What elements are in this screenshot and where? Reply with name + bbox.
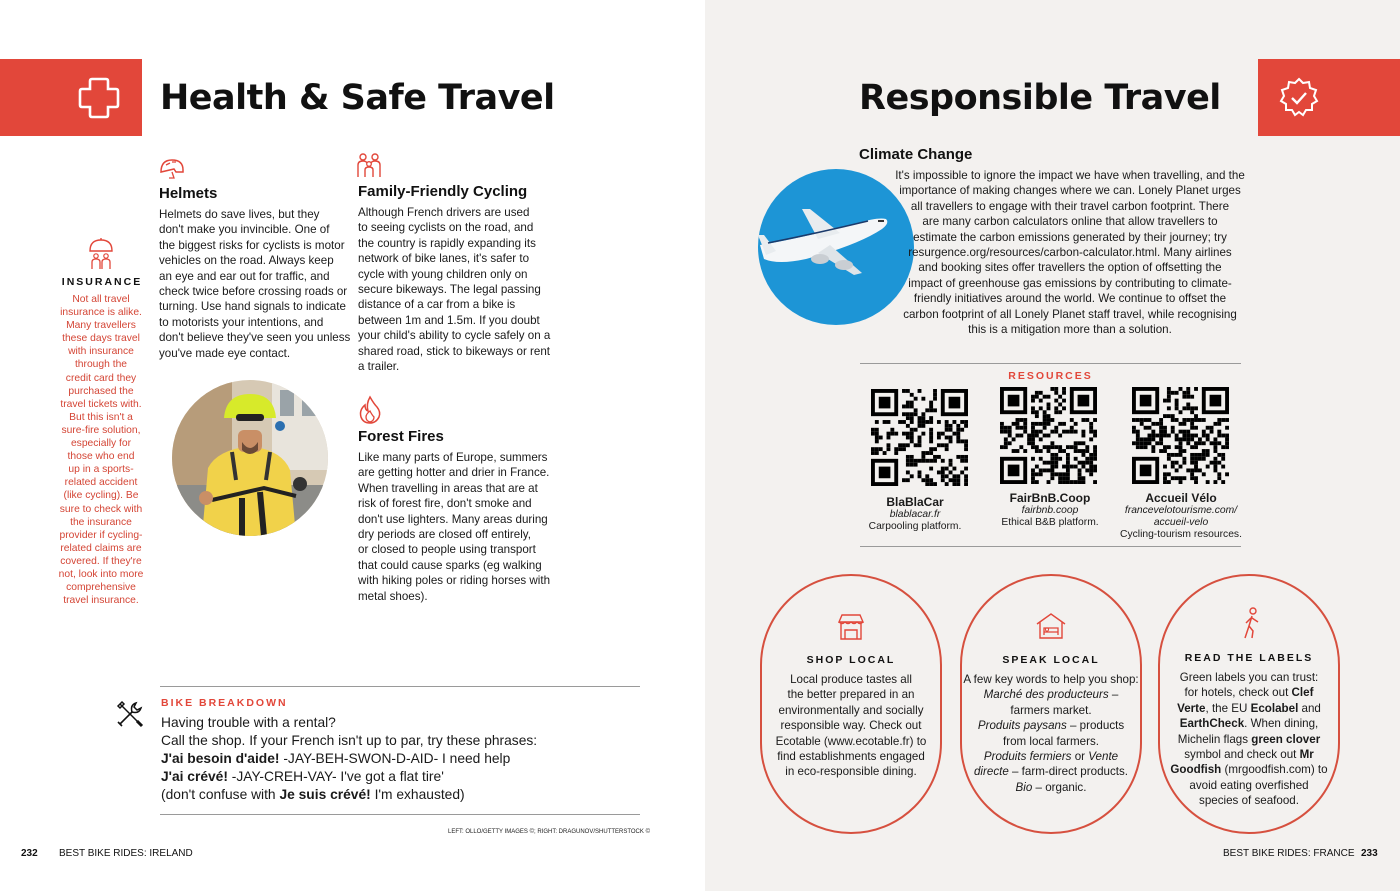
breakdown-phrase2 — [161, 768, 444, 786]
speak-term: Vente — [1088, 750, 1119, 764]
family-line: shared road, stick to bikeways or rent — [358, 344, 551, 358]
labels-text-part: . When dining, — [1244, 717, 1319, 731]
cyclist-photo — [172, 380, 328, 536]
breakdown-bottom-rule — [160, 814, 640, 815]
helmets-text — [159, 207, 349, 361]
read-labels-heading: READ THE LABELS — [1184, 652, 1314, 664]
insurance-line: not, look into more — [58, 568, 144, 580]
shop-line: Ecotable (www.ecotable.fr) to — [775, 734, 927, 748]
resource-description: Carpooling platform. — [868, 521, 962, 532]
insurance-line: sure to check with — [59, 503, 143, 515]
read-labels-panel — [1158, 574, 1340, 834]
speak-gloss: – products — [1066, 719, 1125, 733]
qr-code-image — [1132, 387, 1229, 484]
shop-line: Local produce tastes all — [790, 673, 912, 686]
speak-local-text — [958, 672, 1144, 795]
insurance-line: covered. If they're — [60, 555, 142, 567]
climate-heading: Climate Change — [859, 146, 973, 163]
resources-heading: RESOURCES — [1008, 370, 1093, 382]
resource-fairbnb — [980, 491, 1120, 529]
fires-line: with hiking poles or riding horses with — [358, 574, 551, 588]
speak-gloss: – organic. — [1032, 780, 1087, 794]
helmets-heading: Helmets — [159, 185, 218, 202]
phrase3-prefix: (don't confuse with — [161, 787, 280, 802]
page-number-left: 232 — [21, 848, 38, 859]
verified-badge-icon — [1277, 76, 1321, 120]
breakdown-heading: BIKE BREAKDOWN — [161, 697, 288, 709]
fires-line: risk of forest fire, don't smoke and — [358, 497, 532, 511]
climate-line: friendly initiatives around the world. We continue to offset the — [913, 292, 1227, 306]
helmets-line: you've made eye contact. — [159, 346, 291, 360]
phrase1-pronunciation: -JAY-BEH-SWON-D-AID- I need help — [279, 751, 511, 766]
speak-term: directe — [973, 765, 1009, 779]
fires-line: don't use lighters. Many areas during — [358, 512, 548, 526]
speak-gloss: or — [1071, 750, 1089, 764]
resources-bottom-rule — [860, 546, 1241, 547]
breakdown-phrase1 — [161, 750, 510, 768]
phrase2-french: J'ai crévé! — [161, 769, 228, 784]
labels-term: green clover — [1251, 732, 1321, 746]
insurance-text — [52, 293, 150, 607]
helmets-line: vehicles on the road. Always keep — [159, 254, 334, 268]
umbrella-family-icon — [87, 237, 115, 271]
climate-line: and booking sites offer travellers the option of offsetting the — [918, 261, 1222, 275]
helmet-icon — [158, 156, 186, 182]
walking-person-icon — [1239, 606, 1265, 640]
breakdown-line1: Having trouble with a rental? — [161, 715, 336, 730]
tools-icon — [115, 699, 145, 729]
insurance-line: provider if cycling- — [59, 529, 143, 541]
helmets-line: don't make you invincible. One of — [159, 223, 330, 237]
health-header-block — [0, 59, 142, 136]
labels-line: avoid eating overfished — [1189, 778, 1309, 792]
fires-line: are getting hotter and drier in France. — [358, 466, 550, 480]
insurance-line: purchased the — [68, 385, 134, 397]
family-line: the country is rapidly expanding its — [358, 236, 536, 250]
insurance-heading: INSURANCE — [61, 276, 143, 288]
climate-text — [885, 168, 1255, 337]
helmets-line: turning. Use hand signals to indicate — [159, 300, 346, 314]
insurance-line: those who end — [67, 451, 135, 463]
forest-fires-heading: Forest Fires — [358, 428, 444, 445]
speak-term: Marché des producteurs — [983, 688, 1109, 702]
climate-line: are many carbon calculators online that allow travellers to — [922, 215, 1218, 229]
resource-name: Accueil Vélo — [1145, 491, 1217, 505]
speak-line: A few key words to help you shop: — [963, 673, 1139, 686]
climate-line: all travellers to engage with their travel carbon footprint. There — [910, 199, 1230, 213]
speak-gloss: – farm-direct products. — [1008, 765, 1128, 779]
shop-local-panel — [760, 574, 942, 834]
fires-line: that could cause sparks (eg walking — [358, 558, 542, 572]
speak-line — [958, 718, 1144, 733]
labels-line — [1164, 716, 1334, 731]
climate-line: carbon footprint of all Lonely Planet staff travel, while recognising — [903, 307, 1237, 321]
shop-line: find establishments engaged — [777, 750, 925, 764]
page-number-right: 233 — [1361, 848, 1378, 859]
fires-line: dry periods are closed off entirely, — [358, 528, 531, 542]
resource-url[interactable]: blablacar.fr — [889, 509, 941, 520]
insurance-line: related claims are — [60, 542, 142, 554]
insurance-line: But this isn't a — [69, 411, 133, 423]
right-page — [705, 0, 1400, 891]
labels-text-part: Michelin flags — [1177, 732, 1252, 746]
page-title-responsible: Responsible Travel — [859, 78, 1221, 118]
insurance-line: comprehensive — [66, 582, 136, 594]
labels-text-part: and — [1298, 701, 1321, 715]
resources-rule — [860, 363, 1241, 364]
resource-blablacar — [845, 495, 985, 533]
family-line: secure bikeways. The legal passing — [358, 283, 541, 297]
insurance-line: these days travel — [62, 333, 140, 345]
labels-term: Verte — [1177, 701, 1206, 715]
shop-local-text — [768, 672, 934, 780]
speak-line — [958, 764, 1144, 779]
labels-line — [1164, 732, 1334, 747]
qr-code-image — [871, 389, 968, 486]
shop-line: environmentally and socially — [778, 703, 924, 717]
helmets-line: check twice before crossing roads or — [159, 285, 348, 299]
family-line: your child's ability to cycle safely on a — [358, 329, 551, 343]
insurance-line: travel tickets with. — [60, 398, 142, 410]
labels-term: Mr — [1299, 748, 1314, 762]
labels-text-part: for hotels, check out — [1184, 686, 1292, 700]
labels-term: Goodfish — [1170, 763, 1222, 777]
helmets-line: don't believe they've seen you unless — [159, 331, 351, 345]
phrase1-french: J'ai besoin d'aide! — [161, 751, 280, 766]
speak-gloss: – — [1108, 688, 1119, 702]
speak-term: Bio — [1015, 780, 1033, 794]
phrase3-french: Je suis crévé! — [279, 787, 371, 802]
family-text — [358, 205, 558, 374]
speak-line — [958, 687, 1144, 702]
responsible-header-block — [1258, 59, 1400, 136]
helmets-line: the biggest risks for cyclists is motor — [159, 238, 345, 252]
labels-text-part: symbol and check out — [1184, 748, 1300, 762]
footer-right: BEST BIKE RIDES: FRANCE — [1223, 848, 1355, 859]
labels-term: Clef — [1291, 686, 1314, 700]
labels-line — [1164, 747, 1334, 762]
insurance-line: Not all travel — [72, 294, 130, 305]
climate-line: importance of making changes where we can. Lonely Planet urges — [899, 184, 1241, 198]
family-line: network of bike lanes, it's safer to — [358, 252, 530, 266]
speak-line: farmers market. — [1010, 703, 1092, 717]
phrase3-suffix: I'm exhausted) — [370, 787, 465, 802]
insurance-line: Many travellers — [66, 320, 136, 332]
resource-url[interactable]: francevelotourisme.com/ accueil-velo — [1124, 505, 1238, 528]
family-heading: Family-Friendly Cycling — [358, 183, 528, 200]
labels-line: Green labels you can trust: — [1179, 671, 1319, 684]
breakdown-top-rule — [160, 686, 640, 687]
shop-local-heading: SHOP LOCAL — [806, 654, 896, 666]
speak-line — [958, 780, 1144, 795]
climate-line: impact of greenhouse gas emissions by contributing to climate- — [908, 276, 1232, 290]
photo-credit: LEFT: OLLO/GETTY IMAGES ©; RIGHT: DRAGUNOV/SHUTTERSTOCK © — [448, 829, 650, 835]
climate-line: It's impossible to ignore the impact we have when travelling, and the — [895, 169, 1245, 182]
insurance-line: sure-fire solution, — [61, 424, 141, 436]
speak-term: Produits fermiers — [983, 750, 1072, 764]
shop-line: in eco-responsible dining. — [785, 765, 917, 779]
forest-fires-text — [358, 450, 558, 604]
family-line: a trailer. — [358, 360, 400, 374]
labels-line — [1164, 701, 1334, 716]
labels-line: species of seafood. — [1199, 794, 1299, 808]
insurance-line: related accident — [64, 477, 138, 489]
labels-term: Ecolabel — [1250, 701, 1299, 715]
breakdown-phrase3 — [161, 786, 465, 804]
insurance-line: up in a sports- — [68, 464, 134, 476]
shop-line: the better prepared in an — [787, 688, 915, 702]
qr-code-blablacar[interactable] — [871, 389, 968, 491]
labels-line — [1164, 685, 1334, 700]
resource-url[interactable]: fairbnb.coop — [1021, 505, 1079, 516]
qr-code-image — [1000, 387, 1097, 484]
family-line: between 1m and 1.5m. If you doubt — [358, 313, 540, 327]
family-icon — [356, 151, 382, 179]
insurance-line: through the — [74, 359, 128, 371]
insurance-line: with insurance — [68, 346, 134, 358]
phrase2-pronunciation: -JAY-CREH-VAY- I've got a flat tire' — [227, 769, 444, 784]
family-line: cycle with young children only on — [358, 267, 528, 281]
qr-code-fairbnb[interactable] — [1000, 387, 1097, 489]
labels-term: EarthCheck — [1179, 717, 1245, 731]
speak-line: from local farmers. — [1003, 734, 1099, 748]
climate-line: this is a mitigation more than a solution. — [968, 323, 1172, 337]
climate-line: estimate the carbon emissions generated by their journey; try — [913, 230, 1227, 244]
read-labels-text — [1164, 670, 1334, 809]
resource-description: Ethical B&B platform. — [1001, 517, 1099, 528]
resource-description: Cycling-tourism resources. — [1120, 529, 1242, 540]
helmets-line: an eye and ear out for traffic, and — [159, 269, 330, 283]
bed-house-icon — [1034, 611, 1068, 641]
labels-line — [1164, 762, 1334, 777]
insurance-line: insurance is alike. — [60, 307, 142, 319]
insurance-line: credit card they — [65, 372, 137, 384]
insurance-line: (like cycling). Be — [63, 490, 139, 502]
resource-accueil-velo — [1115, 491, 1247, 541]
speak-term: Produits paysans — [977, 719, 1067, 733]
resource-name: FairBnB.Coop — [1009, 491, 1091, 505]
qr-code-accueil-velo[interactable] — [1132, 387, 1229, 489]
fires-line: When travelling in areas that are at — [358, 481, 538, 495]
labels-text-part: (mrgoodfish.com) to — [1221, 763, 1328, 777]
family-line: distance of a car from a bike is — [358, 298, 516, 312]
flame-icon — [358, 395, 382, 425]
climate-line: resurgence.org/resources/carbon-calculator.html. Many airlines — [908, 246, 1232, 260]
helmets-line: Helmets do save lives, but they — [159, 208, 320, 221]
speak-local-heading: SPEAK LOCAL — [1002, 654, 1100, 666]
fires-line: metal shoes). — [358, 589, 428, 603]
speak-local-panel — [960, 574, 1142, 834]
footer-left: BEST BIKE RIDES: IRELAND — [59, 848, 193, 859]
family-line: Although French drivers are used — [358, 206, 530, 219]
page-title-health: Health & Safe Travel — [160, 78, 555, 118]
breakdown-line2: Call the shop. If your French isn't up to par, try these phrases: — [161, 733, 538, 748]
insurance-line: the insurance — [70, 516, 132, 528]
market-stall-icon — [836, 612, 866, 642]
labels-text-part: , the EU — [1205, 701, 1251, 715]
fires-line: or closed to people using transport — [358, 543, 536, 557]
insurance-line: travel insurance. — [63, 595, 139, 607]
insurance-line: especially for — [70, 438, 132, 450]
shop-line: responsible way. Check out — [780, 719, 922, 733]
helmets-line: to motorists your intentions, and — [159, 315, 324, 329]
speak-line — [958, 749, 1144, 764]
family-line: to seeing cyclists on the road, and — [358, 221, 534, 235]
medical-cross-icon — [77, 76, 121, 120]
resource-name: BlaBlaCar — [886, 495, 944, 509]
fires-line: Like many parts of Europe, summers — [358, 451, 548, 464]
